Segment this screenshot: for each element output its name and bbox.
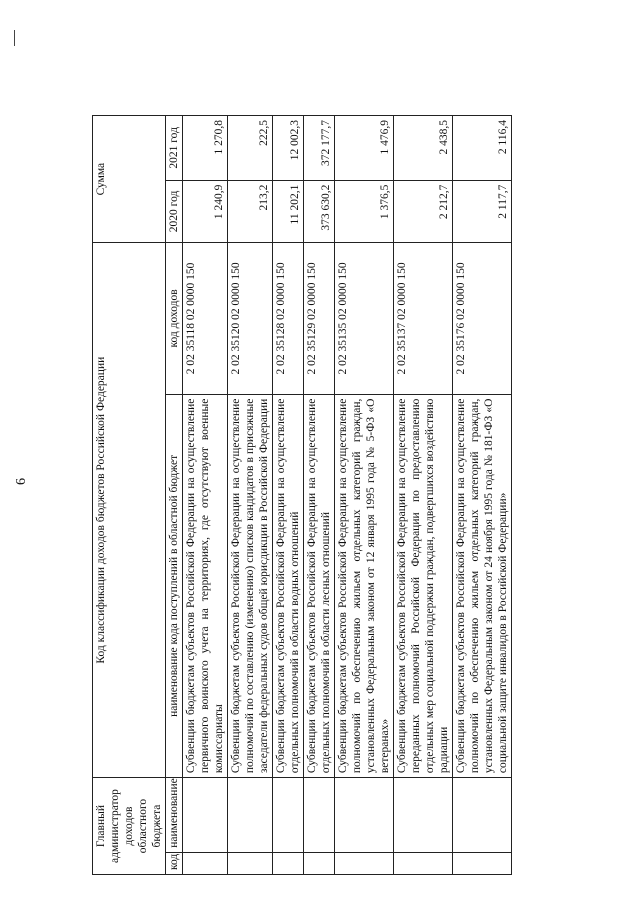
header-classification-group: Код классификации доходов бюджетов Российской Федерации [93, 243, 166, 778]
table-row [335, 116, 394, 875]
header-name: наименование [166, 778, 183, 853]
table-row [453, 116, 512, 875]
cell-2021: 12 002,3 [273, 116, 304, 181]
cell-description: Субвенции бюджетам субъектов Российской Федерации на осуществление полномочий по обеспечению жильем отдельных категорий граждан, установленных Федеральным законом от 24 ноября 1995 года № 181-ФЗ «О социальной защите инвалидов в Российской Федерации» [453, 394, 512, 778]
cell-code: 2 02 35176 02 0000 150 [453, 243, 512, 394]
cell-2021: 2 438,5 [394, 116, 453, 181]
cell-name [183, 778, 228, 853]
cell-2020: 2 212,7 [394, 180, 453, 243]
cell-code: 2 02 35129 02 0000 150 [304, 243, 335, 394]
cell-kod [183, 852, 228, 874]
header-income-name: наименование кода поступлений в областной бюджет [166, 394, 183, 778]
cell-code: 2 02 35135 02 0000 150 [335, 243, 394, 394]
cell-code: 2 02 35128 02 0000 150 [273, 243, 304, 394]
table-row [183, 116, 228, 875]
cell-description: Субвенции бюджетам субъектов Российской Федерации на осуществление первичного воинского учета на территориях, где отсутствуют военные комиссариаты [183, 394, 228, 778]
cell-name [273, 778, 304, 853]
cell-name [335, 778, 394, 853]
cell-description: Субвенции бюджетам субъектов Российской Федерации на осуществление полномочий по обеспечению жильем отдельных категорий граждан, установленных Федеральным законом от 12 января 1995 года № 5-ФЗ «О ветеранах» [335, 394, 394, 778]
cell-kod [273, 852, 304, 874]
income-table [92, 115, 512, 875]
cell-2020: 1 240,9 [183, 180, 228, 243]
cell-2021: 1 270,8 [183, 116, 228, 181]
header-year-2021: 2021 год [166, 116, 183, 181]
table-row [228, 116, 273, 875]
cell-kod [394, 852, 453, 874]
cell-name [228, 778, 273, 853]
cell-code: 2 02 35120 02 0000 150 [228, 243, 273, 394]
cell-name [304, 778, 335, 853]
cell-2020: 1 376,5 [335, 180, 394, 243]
cell-code: 2 02 35137 02 0000 150 [394, 243, 453, 394]
cell-description: Субвенции бюджетам субъектов Российской Федерации на осуществление полномочий по составлению (изменению) списков кандидатов в присяжные заседатели федеральных судов общей юрисдикции в Российской Федерации [228, 394, 273, 778]
cell-kod [335, 852, 394, 874]
cell-name [453, 778, 512, 853]
cell-kod [228, 852, 273, 874]
cell-2021: 2 116,4 [453, 116, 512, 181]
cell-2021: 372 177,7 [304, 116, 335, 181]
page-number: 6 [14, 478, 29, 485]
cell-description: Субвенции бюджетам субъектов Российской Федерации на осуществление отдельных полномочий в области лесных отношений [304, 394, 335, 778]
cell-2020: 2 117,7 [453, 180, 512, 243]
cell-description: Субвенции бюджетам субъектов Российской Федерации на осуществление переданных полномочий Российской Федерации по предоставлению отдельных мер социальной поддержки граждан, подвергшихся воздействию радиации [394, 394, 453, 778]
cell-2020: 11 202,1 [273, 180, 304, 243]
cell-2021: 1 476,9 [335, 116, 394, 181]
cell-code: 2 02 35118 02 0000 150 [183, 243, 228, 394]
header-year-2020: 2020 год [166, 180, 183, 243]
cell-description: Субвенции бюджетам субъектов Российской Федерации на осуществление отдельных полномочий в области водных отношений [273, 394, 304, 778]
header-income-code: код доходов [166, 243, 183, 394]
cell-2020: 373 630,2 [304, 180, 335, 243]
table-row [304, 116, 335, 875]
cell-kod [304, 852, 335, 874]
cell-2021: 222,5 [228, 116, 273, 181]
header-admin-group: Главный администратор доходов областного бюджета [93, 778, 166, 875]
cell-2020: 213,2 [228, 180, 273, 243]
table-row [273, 116, 304, 875]
cell-name [394, 778, 453, 853]
header-kod: код [166, 852, 183, 874]
table-row [394, 116, 453, 875]
cell-kod [453, 852, 512, 874]
header-amount-group: Сумма [93, 116, 166, 243]
